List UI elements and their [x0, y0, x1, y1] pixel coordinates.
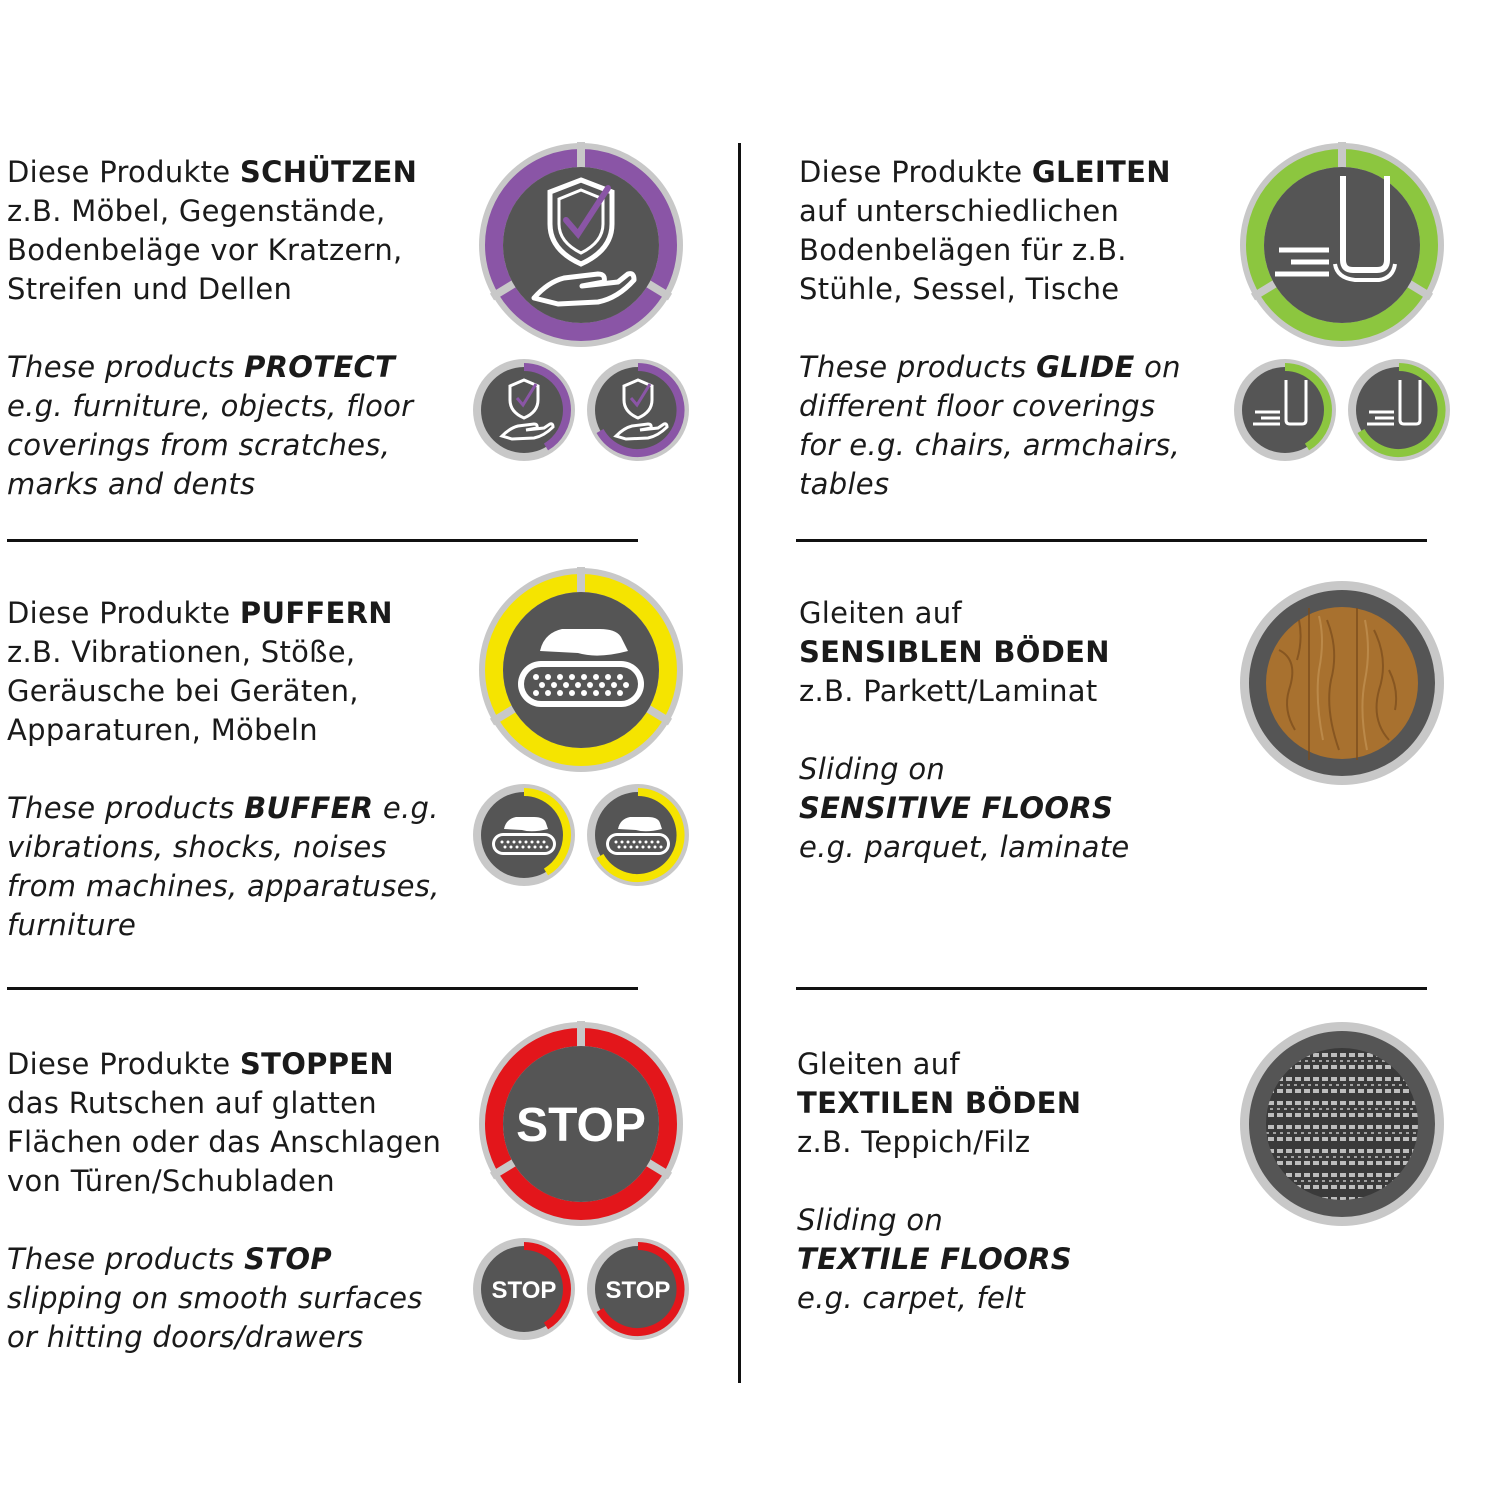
- protect-text-de: Diese Produkte SCHÜTZEN z.B. Möbel, Gegenstände, Bodenbeläge vor Kratzern, Streifen und Dellen: [7, 155, 418, 306]
- stop-sign-icon: [478, 1021, 684, 1227]
- glide-leg-small-icon-2: [1347, 358, 1451, 462]
- divider-left-1: [7, 539, 638, 542]
- stop-sign-label: STOP: [516, 1099, 646, 1152]
- sensitive-text-en: Sliding on SENSITIVE FLOORS e.g. parquet, laminate: [799, 752, 1130, 864]
- glide-text-en: These products GLIDE on different floor coverings for e.g. chairs, armchairs, tables: [799, 350, 1181, 501]
- sensitive-text-de: Gleiten auf SENSIBLEN BÖDEN z.B. Parkett/Laminat: [799, 594, 1130, 711]
- shield-hand-small-icon-2: [586, 358, 690, 462]
- textile-floors-section: [797, 1045, 1081, 1318]
- divider-right-2: [796, 987, 1427, 990]
- stop-keyword-de: STOPPEN: [239, 1047, 394, 1081]
- glide-keyword-de: GLEITEN: [1031, 155, 1171, 189]
- sensitive-keyword-de: SENSIBLEN BÖDEN: [799, 635, 1110, 669]
- hand-cushion-icon: [478, 567, 684, 773]
- stop-keyword-en: STOP: [244, 1242, 332, 1276]
- protect-keyword-de: SCHÜTZEN: [239, 155, 418, 189]
- buffer-keyword-de: PUFFERN: [239, 596, 393, 630]
- stop-text-de: Diese Produkte STOPPEN das Rutschen auf glatten Flächen oder das Anschlagen von Türen/Schubladen: [7, 1047, 442, 1198]
- textile-text-en: Sliding on TEXTILE FLOORS e.g. carpet, felt: [797, 1201, 1081, 1318]
- glide-text-de: Diese Produkte GLEITEN auf unterschiedlichen Bodenbelägen für z.B. Stühle, Sessel, Tische: [799, 155, 1171, 306]
- center-divider: [738, 143, 741, 1383]
- hand-cushion-small-icon-1: [472, 783, 576, 887]
- glide-section: [799, 153, 1181, 504]
- textile-keyword-en: TEXTILE FLOORS: [797, 1242, 1072, 1276]
- stop-sign-small-icon-2: [586, 1237, 690, 1341]
- buffer-text-en: These products BUFFER e.g. vibrations, shocks, noises from machines, apparatuses, furniture: [7, 791, 440, 942]
- protect-section: [7, 153, 417, 504]
- stop-sign-small-icon-1: [472, 1237, 576, 1341]
- stop-section: [7, 1045, 441, 1357]
- stop-text-en: These products STOP slipping on smooth surfaces or hitting doors/drawers: [7, 1242, 423, 1354]
- sensitive-floors-section: [799, 594, 1130, 867]
- buffer-text-de: Diese Produkte PUFFERN z.B. Vibrationen, Stöße, Geräusche bei Geräten, Apparaturen, Möbeln: [7, 596, 393, 747]
- textile-text-de: Gleiten auf TEXTILEN BÖDEN z.B. Teppich/Filz: [797, 1047, 1082, 1159]
- stop-small-label-1: STOP: [491, 1277, 557, 1304]
- sensitive-keyword-en: SENSITIVE FLOORS: [799, 791, 1114, 825]
- shield-hand-small-icon-1: [472, 358, 576, 462]
- glide-leg-small-icon-1: [1233, 358, 1337, 462]
- divider-left-2: [7, 987, 638, 990]
- divider-right-1: [796, 539, 1427, 542]
- buffer-section: [7, 594, 440, 945]
- hand-cushion-small-icon-2: [586, 783, 690, 887]
- stop-small-label-2: STOP: [605, 1277, 671, 1304]
- carpet-floor-icon: [1239, 1021, 1445, 1227]
- shield-hand-icon: [478, 142, 684, 348]
- glide-leg-icon: [1239, 142, 1445, 348]
- wood-floor-icon: [1239, 580, 1445, 786]
- protect-keyword-en: PROTECT: [244, 350, 396, 384]
- protect-text-en: These products PROTECT e.g. furniture, objects, floor coverings from scratches, marks and dents: [7, 350, 414, 501]
- textile-keyword-de: TEXTILEN BÖDEN: [797, 1086, 1082, 1120]
- buffer-keyword-en: BUFFER: [244, 791, 374, 825]
- glide-keyword-en: GLIDE: [1036, 350, 1135, 384]
